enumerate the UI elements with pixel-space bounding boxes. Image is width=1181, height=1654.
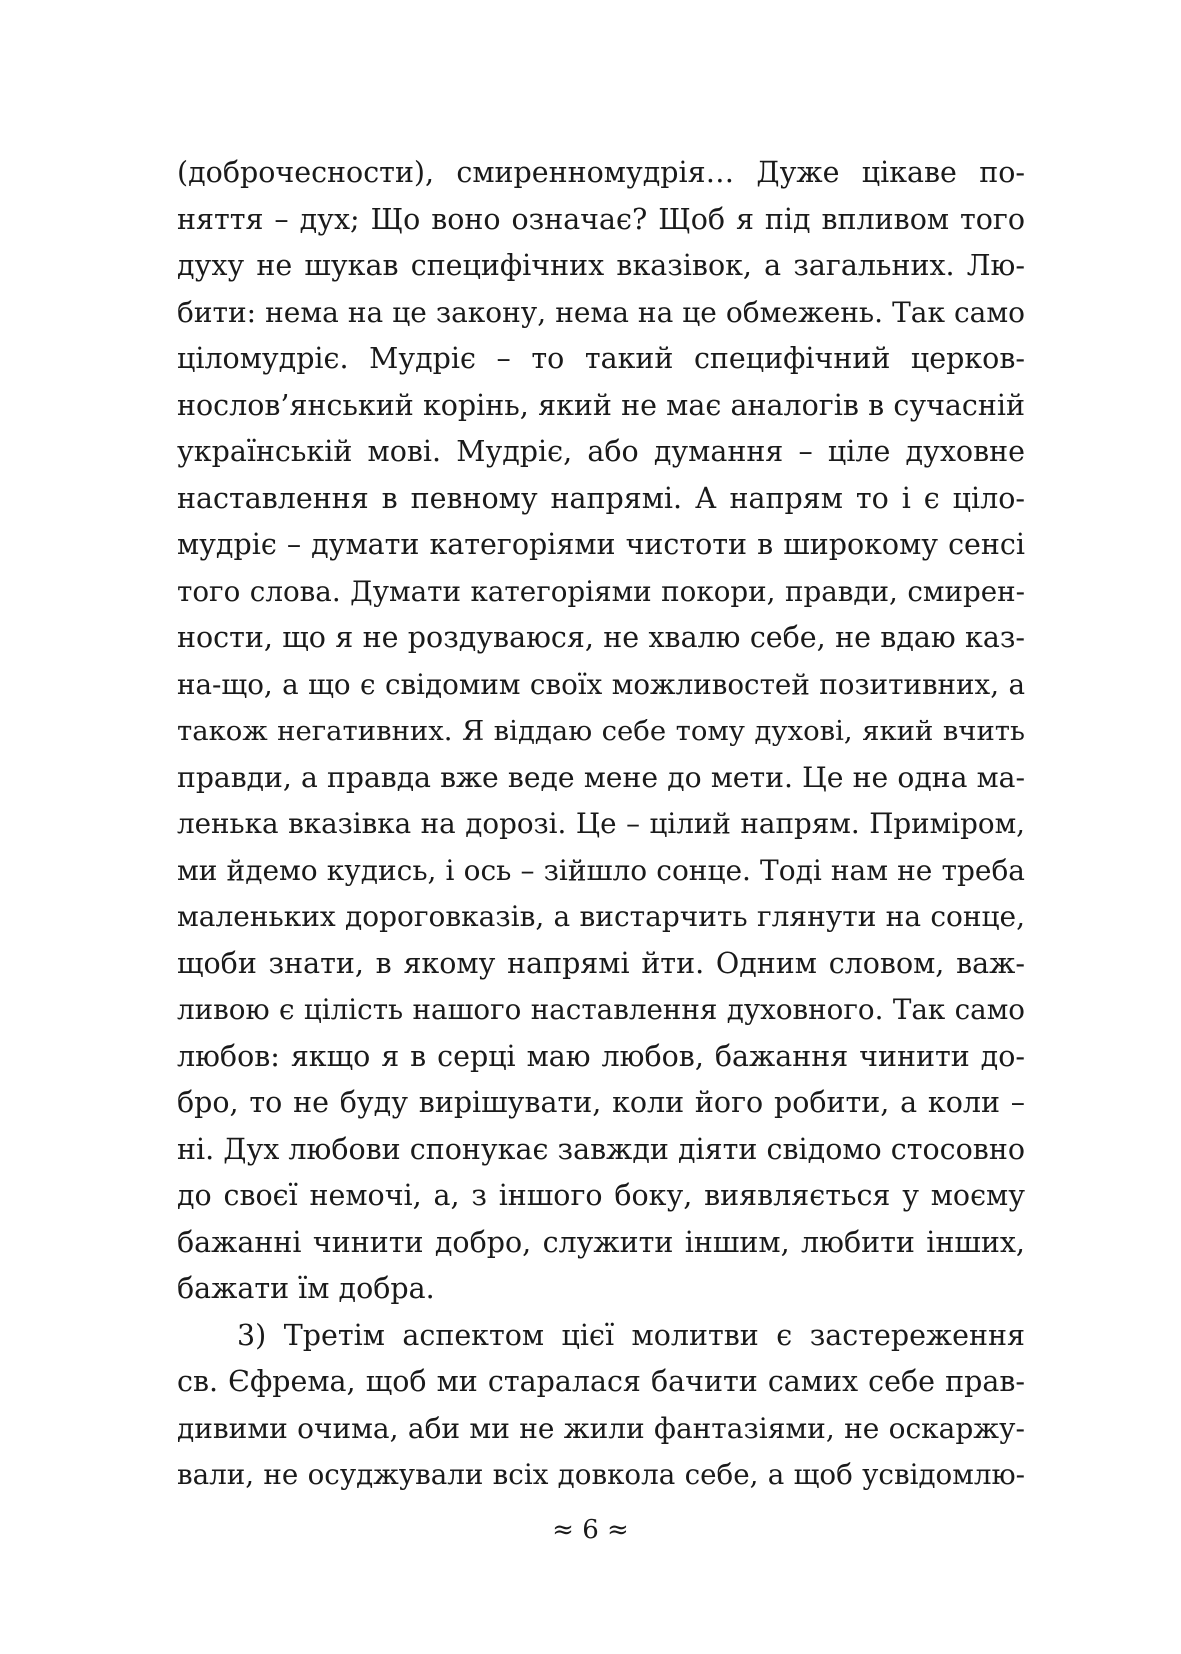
- text-line: ціломудріє. Мудріє – то такий специфічний церков-: [177, 342, 1025, 375]
- text-line: бажати їм добра.: [177, 1272, 435, 1305]
- text-line: вали, не осуджували всіх довкола себе, а щоб усвідомлю-: [177, 1458, 1025, 1491]
- text-line: щоби знати, в якому напрямі йти. Одним словом, важ-: [177, 946, 1025, 980]
- text-line: також негативних. Я віддаю себе тому духові, який вчить: [177, 715, 1025, 747]
- text-line: бажанні чинити добро, служити іншим, любити інших,: [177, 1225, 1025, 1259]
- text-line: українській мові. Мудріє, або думання – ціле духовне: [177, 435, 1025, 468]
- text-line: наставлення в певному напрямі. А напрям то і є ціло-: [177, 481, 1025, 515]
- text-line: нослов’янський корінь, який не має аналогів в сучасній: [177, 388, 1025, 422]
- paragraph-2: [177, 1313, 1025, 1499]
- text-line: до своєї немочі, а, з іншого боку, виявляється у моєму: [177, 1179, 1025, 1212]
- text-line: ні. Дух любови спонукає завжди діяти свідомо стосовно: [177, 1132, 1025, 1166]
- text-line: ленька вказівка на дорозі. Це – цілий напрям. Приміром,: [177, 807, 1025, 840]
- paragraph-1: [177, 150, 1025, 1313]
- text-line: ливою є цілість нашого наставлення духовного. Так само: [177, 993, 1025, 1026]
- text-line: бро, то не буду вирішувати, коли його робити, а коли –: [177, 1086, 1025, 1119]
- text-line: бити: нема на це закону, нема на це обмежень. Так само: [177, 295, 1025, 329]
- text-line: правди, а правда вже веде мене до мети. Це не одна ма-: [177, 760, 1025, 794]
- text-line: няття – дух; Що воно означає? Щоб я під впливом того: [177, 202, 1025, 236]
- body-text: [177, 150, 1025, 1499]
- text-line: того слова. Думати категоріями покори, правди, смирен-: [177, 574, 1025, 608]
- text-line: на-що, а що є свідомим своїх можливостей позитивних, а: [177, 667, 1025, 701]
- text-line: духу не шукав специфічних вказівок, а загальних. Лю-: [177, 249, 1025, 282]
- page-number: ≈ 6 ≈: [552, 1515, 629, 1545]
- text-line: (доброчесности), смиренномудрія… Дуже цікаве по-: [177, 156, 1025, 189]
- text-line: ми йдемо кудись, і ось – зійшло сонце. Тоді нам не треба: [177, 853, 1025, 887]
- text-line: любов: якщо я в серці маю любов, бажання чинити до-: [177, 1039, 1025, 1073]
- text-line: мудріє – думати категоріями чистоти в широкому сенсі: [177, 528, 1025, 561]
- text-line: дивими очима, аби ми не жили фантазіями, не оскаржу-: [177, 1411, 1025, 1445]
- text-line: маленьких дороговказів, а вистарчить глянути на сонце,: [177, 900, 1025, 933]
- text-line: св. Єфрема, щоб ми старалася бачити самих себе прав-: [177, 1365, 1025, 1398]
- text-line: ности, що я не роздуваюся, не хвалю себе, не вдаю каз-: [177, 621, 1025, 654]
- text-line: 3) Третім аспектом цієї молитви є застереження: [237, 1318, 1025, 1352]
